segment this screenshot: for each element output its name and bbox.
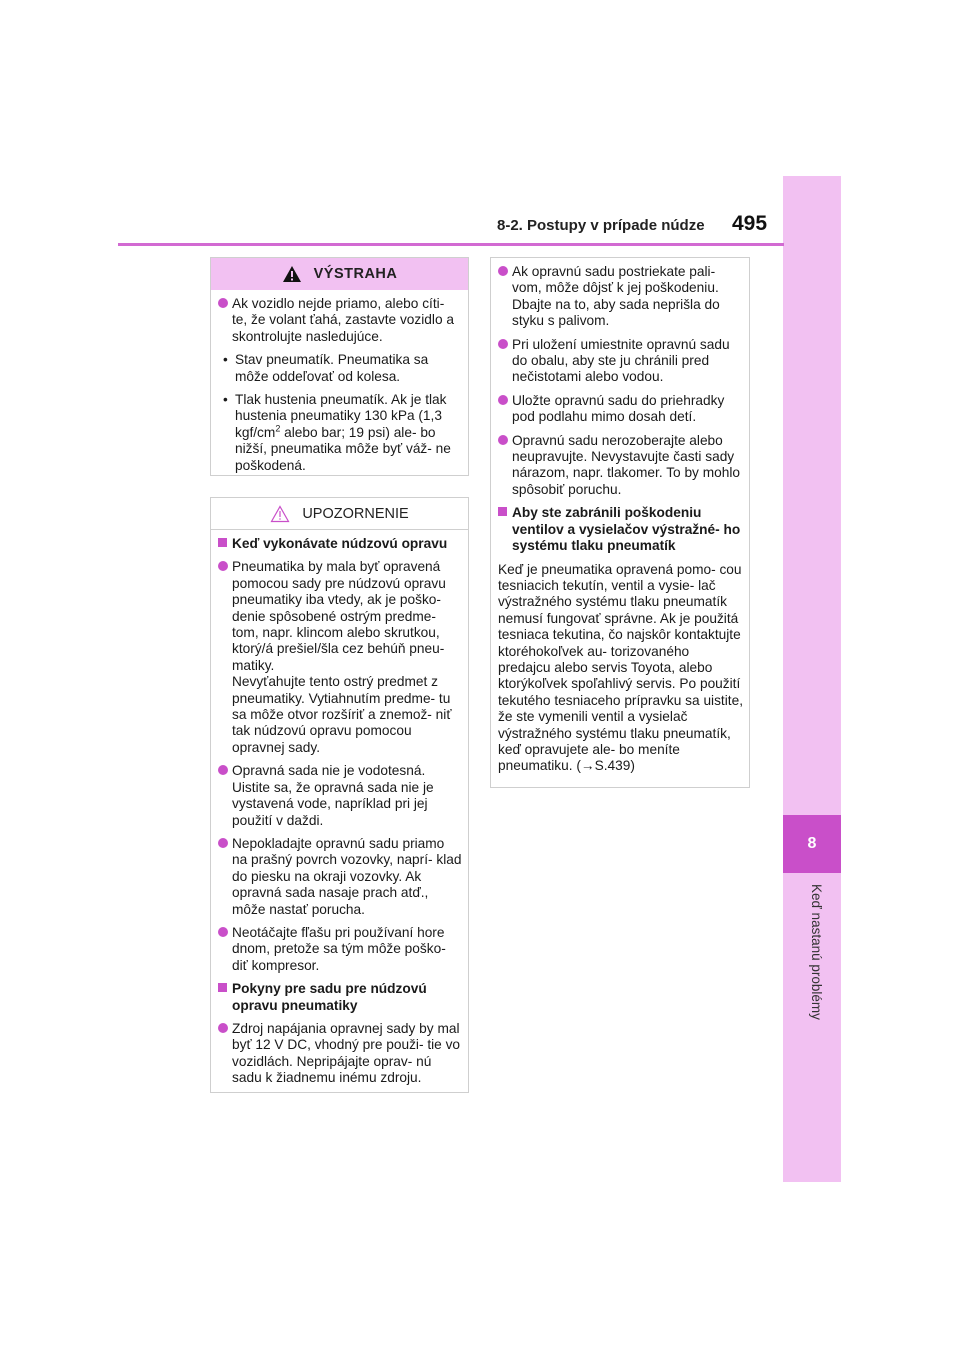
bullet-square-icon [218, 538, 227, 547]
notice-item: Pneumatika by mala byť opravená pomocou sady pre núdzovú opravu pneumatiky iba vtedy, ak je poško- denie spôsobené ostrým predme- tom, napr. klincom alebo skrutkou, ktorý/á prešiel/šla cez behúň pneu- matiky. Nevyťahujte tento ostrý predmet z pneumatiky. Vytiahnutím predme- tu sa môže otvor rozšíriť a znemož- niť tak núdzovú opravu pomocou opravnej sady. [218, 559, 462, 756]
warning-header [211, 258, 468, 290]
bullet-dot-icon [498, 339, 508, 349]
bullet-square-icon [218, 983, 227, 992]
notice-heading: Keď vykonávate núdzovú opravu [218, 536, 462, 552]
notice-heading: Pokyny pre sadu pre núdzovú opravu pneumatiky [218, 981, 462, 1014]
bullet-dot-icon [218, 927, 228, 937]
warning-title: VÝSTRAHA [313, 266, 398, 282]
notice-item: Ak opravnú sadu postriekate pali- vom, môže dôjsť k jej poškodeniu. Dbajte na to, aby sada neprišla do styku s palivom. [498, 264, 743, 330]
notice-item-continued: Nevyťahujte tento ostrý predmet z pneumatiky. Vytiahnutím predme- tu sa môže otvor rozšíriť a znemož- niť tak núdzovú opravu pomocou opravnej sady. [232, 674, 452, 755]
warning-bullet-2a: Tlak hustenia pneumatík. Ak je tlak hustenia pneumatiky 130 kPa (1,3 kgf/cm [235, 392, 447, 440]
warning-icon [282, 265, 302, 283]
warning-subitem: • Tlak hustenia pneumatík. Ak je tlak hustenia pneumatiky 130 kPa (1,3 kgf/$cm^2$ alebo bar; 19 psi) ale- bo nižší, pneumatika môže byť váž- ne poškodená. [223, 392, 451, 473]
chapter-number: 8 [783, 815, 841, 873]
superscript: 2 [275, 423, 281, 434]
notice-item: Nepokladajte opravnú sadu priamo na prašný povrch vozovky, naprí- klad do piesku na okraji vozovky. Ak opravná sada nasaje prach atď., môže nastať porucha. [218, 836, 462, 918]
warning-item [218, 296, 462, 345]
bullet-square-icon [498, 507, 507, 516]
bullet-dot-icon [498, 266, 508, 276]
notice-header [211, 498, 468, 530]
warning-box [210, 257, 469, 476]
bullet-dot-icon [498, 395, 508, 405]
notice-item: Uložte opravnú sadu do priehradky pod podlahu mimo dosah detí. [498, 393, 743, 426]
notice-box [210, 497, 469, 1093]
bullet-dot-icon [498, 435, 508, 445]
notice-heading: Aby ste zabránili poškodeniu ventilov a vysielačov výstražné- ho systému tlaku pneumatík [498, 505, 743, 554]
warning-intro: Ak vozidlo nejde priamo, alebo cíti- te, že volant ťahá, zastavte vozidlo a skontrolujte nasledujúce. [232, 296, 454, 344]
notice-title: UPOZORNENIE [302, 505, 409, 522]
section-title: 8-2. Postupy v prípade núdze [497, 217, 705, 234]
notice-item: Neotáčajte fľašu pri používaní hore dnom, pretože sa tým môže poško- diť kompresor. [218, 925, 462, 974]
bullet-dot-icon [218, 838, 228, 848]
chapter-title: Keď nastanú problémy [809, 884, 824, 1020]
warning-bullet-2b: alebo bar; 19 psi) ale- bo nižší, pneumatika môže byť váž- ne poškodená. [235, 424, 451, 473]
bullet-dot-icon [218, 298, 228, 308]
bullet-dot-icon [218, 1023, 228, 1033]
warning-bullet-1: Stav pneumatík. Pneumatika sa môže oddeľovať od kolesa. [235, 352, 429, 384]
notice-paragraph: Keď je pneumatika opravená pomo- cou tesniacich tekutín, ventil a vysie- lač výstražného systému tlaku pneumatík nemusí fungovať správne. Ak je použitá tesniaca tekutina, čo najskôr kontaktujte ktoréhokoľvek au- torizovaného predajcu alebo servis Toyota, alebo ktorýkoľvek spoľahlivý servis. Po použití tekutého tesniaceho prípravku sa uistite, že ste vymenili ventil a vysielač výstražného systému tlaku pneumatík, keď opravujete ale- bo meníte pneumatiku. (→S.439) [498, 561, 743, 774]
notice-item: Zdroj napájania opravnej sady by mal byť 12 V DC, vhodný pre použi- tie vo vozidlách. Nepripájajte oprav- nú sadu k žiadnemu inému zdroju. [218, 1021, 462, 1087]
notice-item: Opravnú sadu nerozoberajte alebo neupravujte. Nevystavujte časti sady nárazom, napr. tlakomer. To by mohlo spôsobiť poruchu. [498, 433, 743, 499]
caution-outline-icon [270, 505, 290, 523]
header-rule [118, 243, 784, 246]
warning-subitem: • Stav pneumatík. Pneumatika sa môže oddeľovať od kolesa. [223, 352, 429, 384]
bullet-dot-icon [218, 765, 228, 775]
notice-item: Pri uložení umiestnite opravnú sadu do obalu, aby ste ju chránili pred nečistotami alebo vodou. [498, 337, 743, 386]
bullet-dot-icon [218, 561, 228, 571]
page-number: 495 [732, 212, 768, 235]
notice-item: Opravná sada nie je vodotesná. Uistite sa, že opravná sada nie je vystavená vode, napríklad pri jej použití v daždi. [218, 763, 462, 829]
notice-box-continued [490, 257, 750, 788]
